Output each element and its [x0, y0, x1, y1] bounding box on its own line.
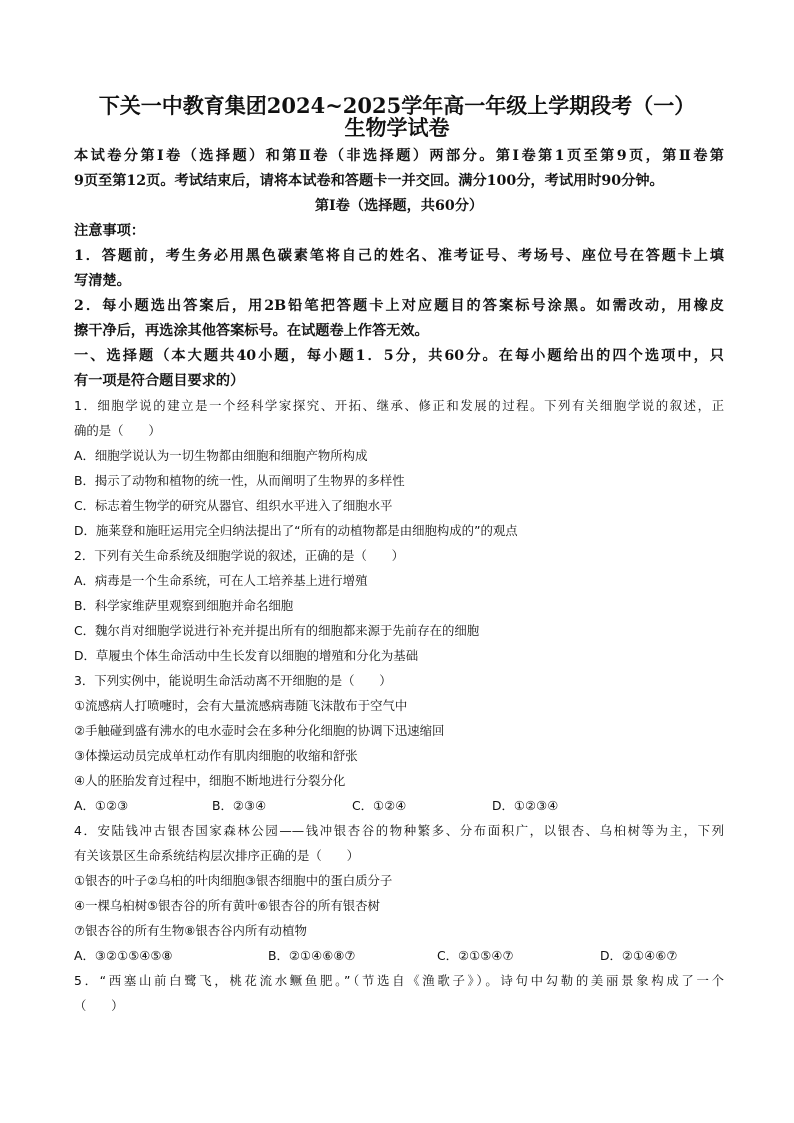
q3-statement-1: ①流感病人打喷嚏时，会有大量流感病毒随飞沫散布于空气中: [74, 698, 408, 713]
q4-stem-a: 4．安陆钱冲古银杏国家森林公园——钱冲银杏谷的物种繁多、分布面积广，以银杏、乌桕树等为主，下列: [74, 823, 724, 838]
q3-option-c: C．①②④: [352, 798, 407, 813]
intro-line-1: 本试卷分第Ⅰ卷（选择题）和第Ⅱ卷（非选择题）两部分。第Ⅰ卷第1页至第9页，第Ⅱ卷第: [74, 148, 724, 164]
q1-option-b: B．揭示了动物和植物的统一性，从而阐明了生物界的多样性: [74, 473, 405, 488]
q1-stem-a: 1．细胞学说的建立是一个经科学家探究、开拓、继承、修正和发展的过程。下列有关细胞学说的叙述，正: [74, 398, 724, 413]
q4-option-a: A．③②①⑤④⑤⑧: [74, 948, 173, 963]
q3-option-d: D．①②③④: [492, 798, 559, 813]
q4-stem-b: 有关该景区生命系统结构层次排序正确的是（ ）: [74, 848, 359, 863]
q4-statement-2: ④一棵乌桕树⑤银杏谷的所有黄叶⑥银杏谷的所有银杏树: [74, 898, 380, 913]
part1-heading-a: 一、选择题（本大题共40小题，每小题1．5分，共60分。在每小题给出的四个选项中，只: [74, 348, 724, 364]
q5-stem-b: （ ）: [74, 998, 124, 1013]
exam-title: 下关一中教育集团2024~2025学年高一年级上学期段考（一）: [98, 93, 696, 118]
q4-statement-1: ①银杏的叶子②乌桕的叶肉细胞③银杏细胞中的蛋白质分子: [74, 873, 393, 888]
section-heading: 第Ⅰ卷（选择题，共60分）: [314, 198, 484, 214]
q5-stem-a: 5．“西塞山前白鹭飞，桃花流水鳜鱼肥。”（节选自《渔歌子》）。诗句中勾勒的美丽景象构成了一个: [74, 973, 724, 988]
q3-stem: 3．下列实例中，能说明生命活动离不开细胞的是（ ）: [74, 673, 392, 688]
q2-option-a: A．病毒是一个生命系统，可在人工培养基上进行增殖: [74, 573, 368, 588]
q2-stem: 2．下列有关生命系统及细胞学说的叙述，正确的是（ ）: [74, 548, 405, 563]
q2-option-d: D．草履虫个体生命活动中生长发育以细胞的增殖和分化为基础: [74, 648, 419, 663]
q1-option-d: D．施莱登和施旺运用完全归纳法提出了“所有的动植物都是由细胞构成的”的观点: [74, 523, 518, 538]
q4-statement-3: ⑦银杏谷的所有生物⑧银杏谷内所有动植物: [74, 923, 307, 938]
q3-option-b: B．②③④: [212, 798, 267, 813]
notes-heading: 注意事项：: [74, 223, 145, 239]
note-1-line-b: 写清楚。: [74, 273, 131, 289]
part1-heading-b: 有一项是符合题目要求的）: [74, 373, 245, 389]
note-1-line-a: 1．答题前，考生务必用黑色碳素笔将自己的姓名、准考证号、考场号、座位号在答题卡上填: [74, 248, 724, 264]
q2-option-c: C．魏尔肖对细胞学说进行补充并提出所有的细胞都来源于先前存在的细胞: [74, 623, 480, 638]
exam-subject: 生物学试卷: [344, 115, 450, 140]
q1-option-a: A．细胞学说认为一切生物都由细胞和细胞产物所构成: [74, 448, 368, 463]
note-2-line-b: 擦干净后，再选涂其他答案标号。在试题卷上作答无效。: [74, 323, 429, 339]
q3-statement-4: ④人的胚胎发育过程中，细胞不断地进行分裂分化: [74, 773, 346, 788]
q3-statement-2: ②手触碰到盛有沸水的电水壶时会在多种分化细胞的协调下迅速缩回: [74, 723, 445, 738]
q4-option-d: D．②①④⑥⑦: [600, 948, 678, 963]
note-2-line-a: 2．每小题选出答案后，用2B铅笔把答题卡上对应题目的答案标号涂黑。如需改动，用橡皮: [74, 298, 724, 314]
q1-stem-b: 确的是（ ）: [74, 423, 161, 438]
q1-option-c: C．标志着生物学的研究从器官、组织水平进入了细胞水平: [74, 498, 393, 513]
q3-statement-3: ③体操运动员完成单杠动作有肌肉细胞的收缩和舒张: [74, 748, 358, 763]
q4-option-c: C．②①⑤④⑦: [437, 948, 514, 963]
intro-line-2: 9页至第12页。考试结束后，请将本试卷和答题卡一并交回。满分100分，考试用时90分钟。: [74, 173, 664, 189]
q2-option-b: B．科学家维萨里观察到细胞并命名细胞: [74, 598, 294, 613]
q4-option-b: B．②①④⑥⑧⑦: [268, 948, 356, 963]
q3-option-a: A．①②③: [74, 798, 129, 813]
